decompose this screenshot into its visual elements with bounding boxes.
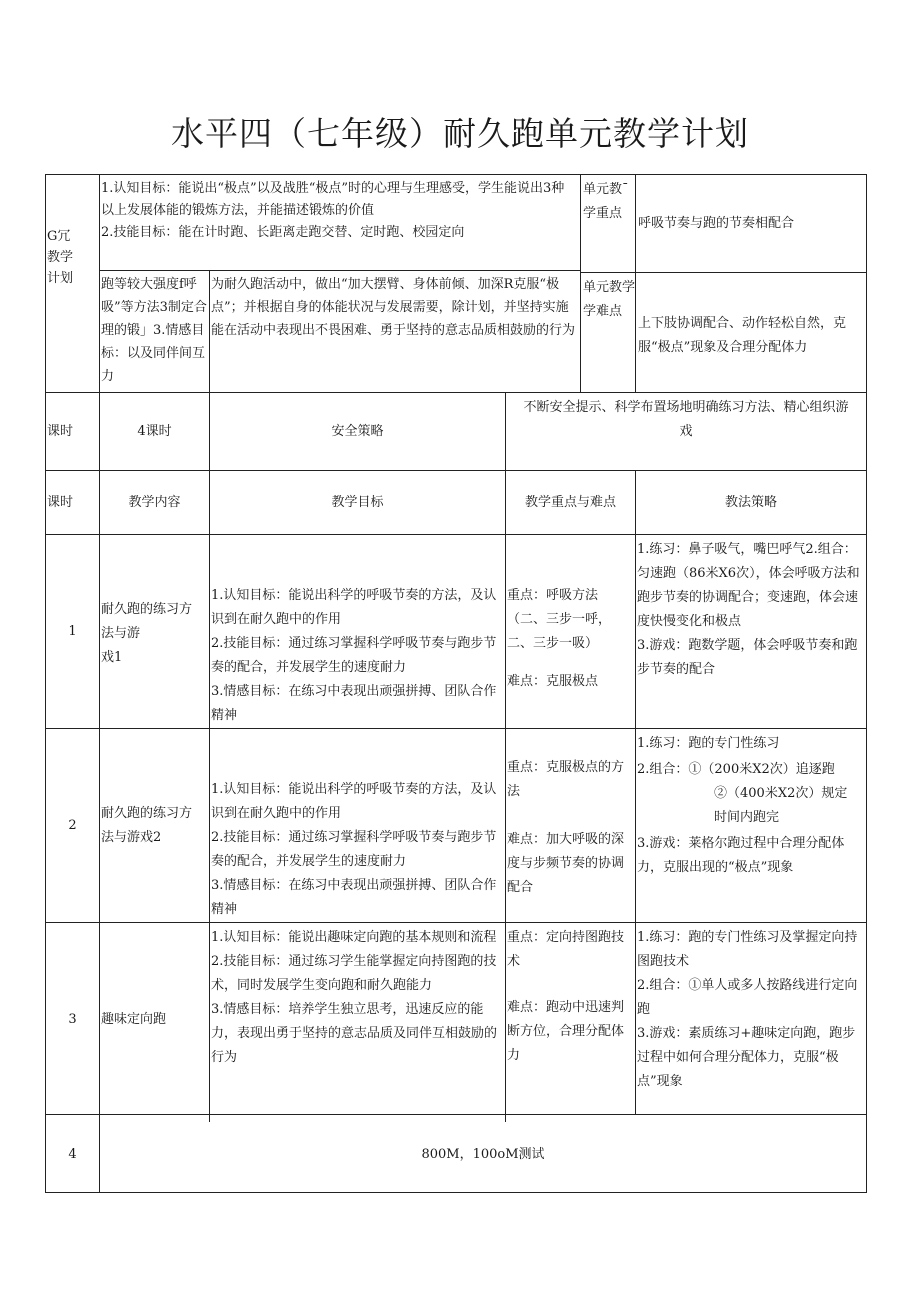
lesson-2-goals: 1.认知目标：能说出科学的呼吸节奏的方法，及认识到在耐久跑中的作用 2.技能目标：通过练习掌握科学呼吸节奏与跑步节奏的配合，并发展学生的速度耐力 3.情感目标：在练习中表现出顽强拼搏、团队合作精神: [211, 782, 497, 917]
lesson-1-number: 1: [68, 624, 77, 639]
unit-key-label: 单元教ˉ 学重点: [583, 182, 629, 221]
safety-strategy-label: 安全策略: [331, 424, 384, 439]
table-line: [635, 174, 636, 392]
lesson-3-goals: 1.认知目标：能说出趣味定向跑的基本规则和流程 2.技能目标：通过练习学生能掌握定向持图跑的技术，同时发展学生变向跑和耐久跑能力 3.情感目标：培养学生独立思考，迅速反应的能力，表现出勇于坚持的意志品质及同伴互相鼓励的行为: [211, 930, 498, 1065]
lesson-2-number: 2: [68, 818, 77, 833]
lesson-2-methods-2: 2.组合：①（200米X2次）追逐跑: [637, 762, 835, 777]
table-line: [45, 470, 867, 471]
lesson-1-goals: 1.认知目标：能说出科学的呼吸节奏的方法，及认识到在耐久跑中的作用 2.技能目标：通过练习掌握科学呼吸节奏与跑步节奏的配合，并发展学生的速度耐力 3.情感目标：在练习中表现出顽强拼搏、团队合作精神: [211, 588, 497, 723]
column-header-methods: 教法策略: [724, 495, 777, 510]
table-line: [635, 470, 636, 1114]
page-title: 水平四（七年级）耐久跑单元教学计划: [171, 114, 749, 153]
table-line: [866, 174, 867, 1192]
table-line: [45, 534, 867, 535]
column-header-hours: 课时: [47, 495, 74, 510]
goal-text-top: 1.认知目标：能说出“极点”以及战胜“极点”时的心理与生理感受，学生能说出3种以上发展体能的锻炼方法，并能描述锻炼的价值 2.技能目标：能在计时跑、长距离走跑交替、定时跑、校园定向: [101, 181, 565, 240]
table-line: [45, 1114, 867, 1115]
lesson-3-difficulty: 难点：跑动中迅速判断方位，合理分配体力: [507, 1000, 625, 1063]
table-line: [45, 174, 46, 1192]
table-line: [100, 270, 580, 271]
column-header-goals: 教学目标: [331, 495, 384, 510]
unit-key-text: 呼吸节奏与跑的节奏相配合: [638, 216, 795, 231]
goal-label: G冗 教学 计划: [47, 229, 74, 286]
lesson-2-key: 重点：克服极点的方法: [507, 760, 625, 799]
safety-strategy-text: 不断安全提示、科学布置场地明确练习方法、精心组织游 戏: [523, 400, 849, 439]
lesson-2-difficulty: 难点：加大呼吸的深度与步频节奏的协调配合: [507, 832, 625, 895]
lesson-3-number: 3: [68, 1012, 77, 1027]
unit-difficulty-text: 上下肢协调配合、动作轻松自然，克服“极点”现象及合理分配体力: [638, 316, 847, 355]
table-line: [45, 922, 867, 923]
lesson-3-content: 趣味定向跑: [101, 1012, 167, 1027]
table-line: [45, 392, 867, 393]
column-header-key-difficulty: 教学重点与难点: [524, 495, 616, 510]
lesson-3-methods: 1.练习：跑的专门性练习及掌握定向持图跑技术 2.组合：①单人或多人按路线进行定向跑 3.游戏：素质练习+趣味定向跑，跑步过程中如何合理分配体力，克服“极点”现象: [637, 930, 858, 1089]
lesson-2-methods-1: 1.练习：跑的专门性练习: [637, 736, 780, 751]
table-line: [580, 272, 867, 273]
column-header-content: 教学内容: [128, 495, 181, 510]
lesson-4-number: 4: [68, 1147, 77, 1162]
lesson-1-content: 耐久跑的练习方 法与游 戏1: [101, 602, 193, 665]
table-line: [580, 174, 581, 392]
hours-value: 4课时: [137, 424, 172, 439]
lesson-1-key: 重点：呼吸方法（二、三步一呼，二、三步一吸）: [507, 588, 612, 651]
unit-difficulty-label: 单元教学 学难点: [583, 280, 636, 319]
table-line: [209, 270, 210, 392]
lesson-3-key: 重点：定向持图跑技术: [507, 930, 625, 969]
table-line: [45, 1192, 867, 1193]
lesson-2-content: 耐久跑的练习方 法与游戏2: [101, 806, 193, 845]
lesson-1-difficulty: 难点：克服极点: [507, 674, 599, 689]
lesson-2-methods-3: ②（400米X2次）规定 时间内跑完: [714, 786, 848, 825]
lesson-4-test: 800M，100oM测试: [421, 1147, 545, 1162]
table-line: [45, 174, 867, 175]
hours-label: 课时: [47, 424, 74, 439]
lesson-2-methods-4: 3.游戏：莱格尔跑过程中合理分配体力，克服出现的“极点”现象: [637, 836, 845, 875]
goal-text-right: 为耐久跑活动中，做出“加大摆臂、身体前倾、加深R克服“极点”；并根据自身的体能状况与发展需要，除计划，并坚持实施 能在活动中表现出不畏困难、勇于坚持的意志品质相鼓励的行为: [211, 277, 576, 338]
goal-text-left: 跑等较大强度f呼吸”等方法3制定合理的锻」3.情感目标：以及同伴间互力: [101, 277, 207, 384]
table-line: [99, 174, 100, 1192]
table-line: [45, 728, 867, 729]
lesson-1-methods: 1.练习：鼻子吸气，嘴巴呼气2.组合：匀速跑（86米X6次），体会呼吸方法和跑步节奏的协调配合；变速跑，体会速度快慢变化和极点 3.游戏：跑数学题，体会呼吸节奏和跑步节奏的配合: [637, 542, 860, 677]
